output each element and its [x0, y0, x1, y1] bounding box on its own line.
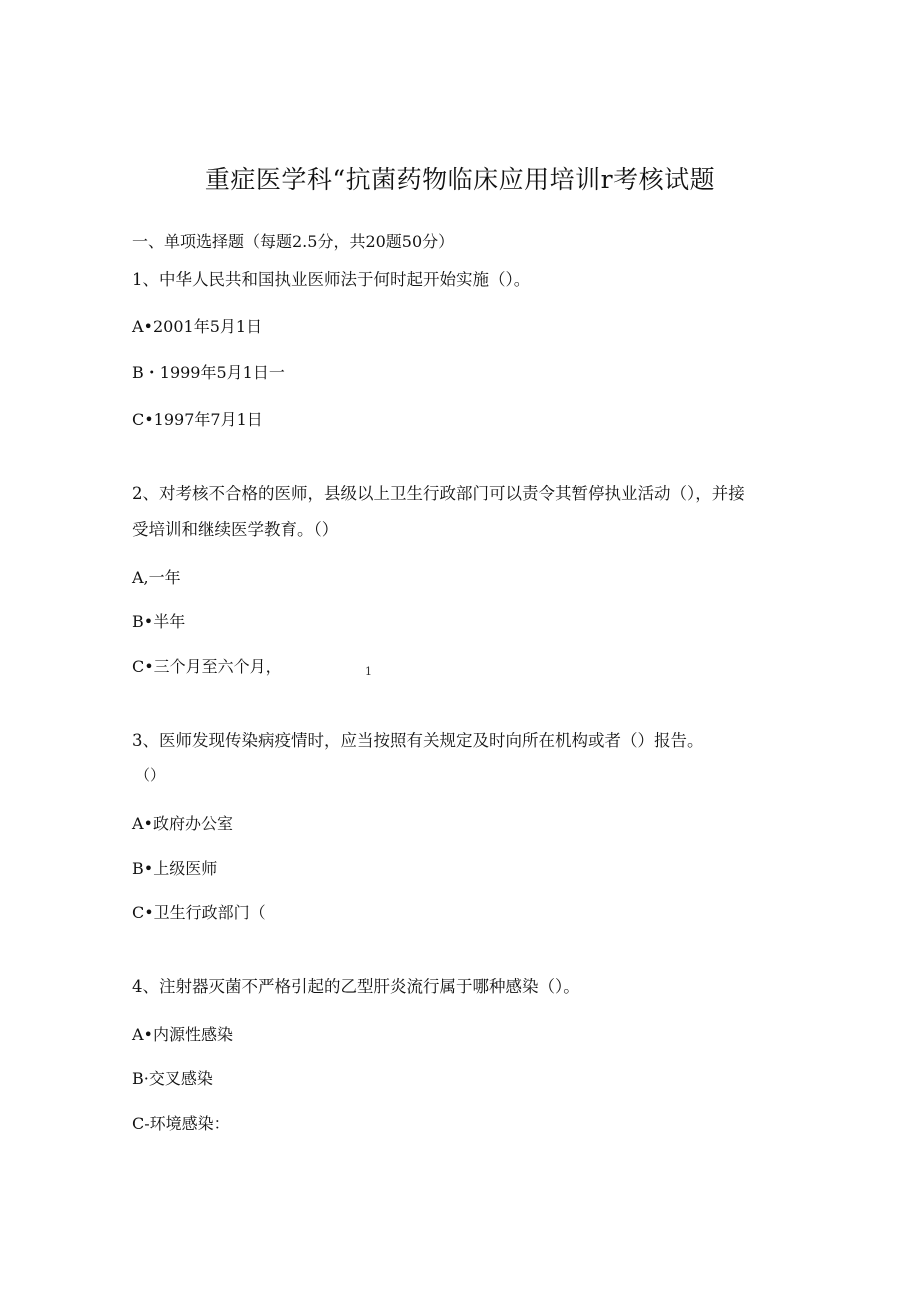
question-2-stem: 2、对考核不合格的医师，县级以上卫生行政部门可以责令其暂停执业活动（），并接	[132, 484, 745, 503]
question-2-stem-continued: 受培训和继续医学教育。（）	[132, 520, 339, 539]
question-4-option-c: C-环境感染：	[132, 1114, 230, 1133]
question-3-option-b: B•上级医师	[132, 859, 218, 878]
question-3-stem-continued: （）	[135, 766, 166, 784]
question-3-option-c: C•卫生行政部门（	[132, 903, 266, 922]
question-4-option-b: B·交叉感染	[132, 1069, 213, 1088]
document-title: 重症医学科“抗菌药物临床应用培训r考核试题	[204, 165, 716, 194]
question-3-option-a: A•政府办公室	[132, 814, 233, 833]
question-3-stem: 3、医师发现传染病疫情时，应当按照有关规定及时向所在机构或者（）报告。	[132, 731, 704, 750]
question-1-option-b: B・1999年5月1日一	[132, 363, 285, 382]
question-2-option-b: B•半年	[132, 612, 186, 631]
question-4-option-a: A•内源性感染	[132, 1025, 233, 1044]
section-heading: 一、单项选择题（每题2.5分，共20题50分）	[132, 232, 455, 251]
question-1-option-a: A•2001年5月1日	[132, 317, 263, 336]
question-1-stem: 1、中华人民共和国执业医师法于何时起开始实施（）。	[132, 270, 531, 289]
question-2-option-a: A,一年	[132, 568, 181, 587]
page-number: 1	[365, 665, 372, 678]
question-4-stem: 4、注射器灭菌不严格引起的乙型肝炎流行属于哪种感染（）。	[132, 977, 580, 996]
question-2-option-c: C•三个月至六个月，	[132, 657, 282, 676]
question-1-option-c: C•1997年7月1日	[132, 410, 263, 429]
